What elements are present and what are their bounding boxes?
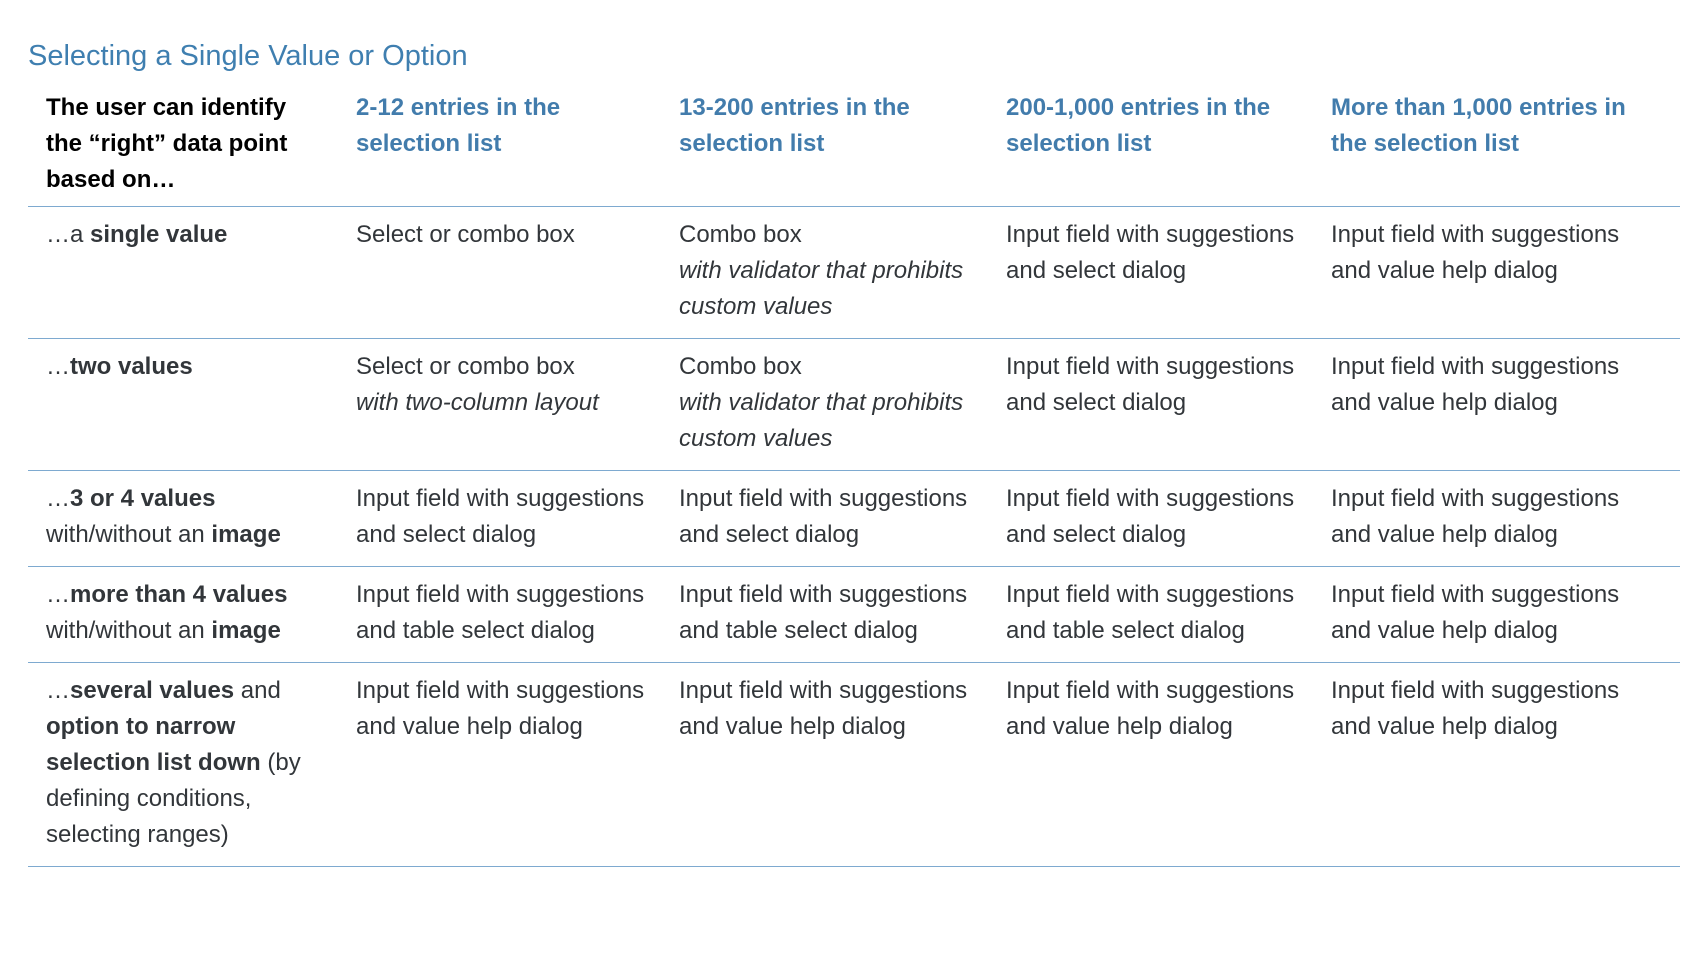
table-cell: Input field with suggestions and value help dialog [679, 677, 968, 740]
table-row [28, 207, 1680, 339]
table-cell: Input field with suggestions and value help dialog [1331, 677, 1620, 740]
table-cell: Input field with suggestions and table select dialog [1006, 581, 1295, 644]
header-criteria: The user can identify the “right” data point based on… [28, 88, 338, 207]
table-cell: Input field with suggestions and select dialog [679, 485, 968, 548]
header-more-than-1000: More than 1,000 entries in the selection list [1313, 88, 1680, 207]
table-cell: Input field with suggestions and select dialog [1006, 353, 1295, 416]
table-cell: Select or combo box with two-column layout [356, 353, 599, 416]
row-label: …two values [46, 353, 193, 380]
row-label: …3 or 4 values with/without an image [46, 485, 281, 548]
row-label: …more than 4 values with/without an image [46, 581, 288, 644]
table-cell: Input field with suggestions and value help dialog [1006, 677, 1295, 740]
table-cell: Combo box with validator that prohibits custom values [679, 221, 964, 320]
header-200-1000: 200-1,000 entries in the selection list [988, 88, 1313, 207]
row-label: …a single value [46, 221, 228, 248]
table-cell: Input field with suggestions and select dialog [356, 485, 645, 548]
table-row [28, 567, 1680, 663]
table-cell: Input field with suggestions and value help dialog [1331, 353, 1620, 416]
page-title: Selecting a Single Value or Option [28, 40, 468, 72]
table-cell: Input field with suggestions and value help dialog [1331, 485, 1620, 548]
table-cell: Input field with suggestions and select dialog [1006, 221, 1295, 284]
header-2-12: 2-12 entries in the selection list [338, 88, 661, 207]
table-row [28, 339, 1680, 471]
table-cell: Combo box with validator that prohibits custom values [679, 353, 964, 452]
table-cell: Input field with suggestions and value help dialog [1331, 581, 1620, 644]
row-label: …several values and option to narrow selection list down (by defining conditions, selecting ranges) [46, 677, 301, 848]
table-cell: Input field with suggestions and value help dialog [1331, 221, 1620, 284]
table-cell: Input field with suggestions and select dialog [1006, 485, 1295, 548]
table-cell: Input field with suggestions and table select dialog [356, 581, 645, 644]
header-row [28, 88, 1680, 207]
table-row [28, 471, 1680, 567]
selection-matrix-table [28, 88, 1680, 867]
header-13-200: 13-200 entries in the selection list [661, 88, 988, 207]
table-cell: Select or combo box [356, 221, 575, 248]
table-row [28, 663, 1680, 867]
table-cell: Input field with suggestions and table select dialog [679, 581, 968, 644]
table-cell: Input field with suggestions and value help dialog [356, 677, 645, 740]
